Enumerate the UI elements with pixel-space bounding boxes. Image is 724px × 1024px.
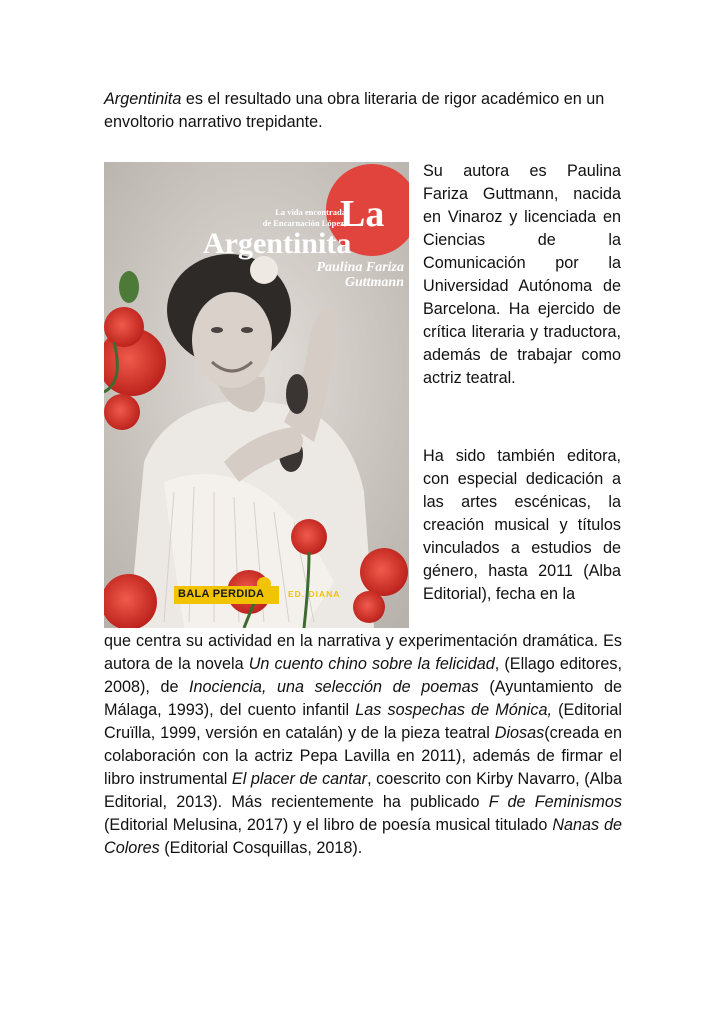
cover-author: Paulina Fariza Guttmann xyxy=(316,260,404,290)
cover-title-la: La xyxy=(340,193,385,235)
book-title-cuento-chino: Un cuento chino sobre la felicidad xyxy=(248,655,495,673)
intro-book-title: Argentinita xyxy=(104,90,182,108)
book-title-placer-de-cantar: El placer de cantar xyxy=(231,770,368,788)
book-title-sospechas: Las sospechas de Mónica, xyxy=(355,701,552,719)
cover-collection: ED. DIANA xyxy=(288,589,341,599)
book-title-feminismos: F de Feminismos xyxy=(488,793,622,811)
book-cover-image xyxy=(104,162,409,628)
body-paragraph: que centra su actividad en la narrativa y experimentación dramática. Es autora de la novela Un cuento chino sobre la felicidad, (Ellago editores, 2008), de Inociencia, una selección de poemas (Ayuntamiento de Málaga, 1993), del cuento infantil Las sospechas de Mónica, (Editorial Cruïlla, 1999, versión en catalán) y de la pieza teatral Diosas(creada en colaboración con la actriz Pepa Lavilla en 2011), además de firmar el libro instrumental El placer de cantar, coescrito con Kirby Navarro, (Alba Editorial, 2013). Más recientemente ha publicado F de Feminismos (Editorial Melusina, 2017) y el libro de poesía musical titulado Nanas de Colores (Editorial Cosquillas, 2018). xyxy=(104,632,623,857)
book-title-nanas: Nanas de Colores xyxy=(104,816,622,857)
side-paragraph-1: Su autora es Paulina Fariza Guttmann, nacida en Vinaroz y licenciada en Ciencias de la Comunicación por la Universidad Autónoma de Barcelona. Ha ejercido de crítica literaria y traductora, además de trabajar como actriz teatral. xyxy=(423,162,621,387)
book-title-diosas: Diosas xyxy=(494,724,545,742)
intro-paragraph xyxy=(104,88,624,134)
book-title-inociencia: Inociencia, una selección de poemas xyxy=(189,678,479,696)
cover-publisher-logo: BALA PERDIDA xyxy=(178,588,265,600)
intro-text: es el resultado una obra literaria de rigor académico en un envoltorio narrativo trepidante. xyxy=(104,90,605,131)
cover-title-main: Argentinita xyxy=(203,227,352,260)
side-paragraph-2: Ha sido también editora, con especial dedicación a las artes escénicas, la creación musical y títulos vinculados a estudios de género, hasta 2011 (Alba Editorial), fecha en la xyxy=(423,447,621,603)
cover-subtitle: La vida encontrada de Encarnación López, xyxy=(262,207,346,228)
